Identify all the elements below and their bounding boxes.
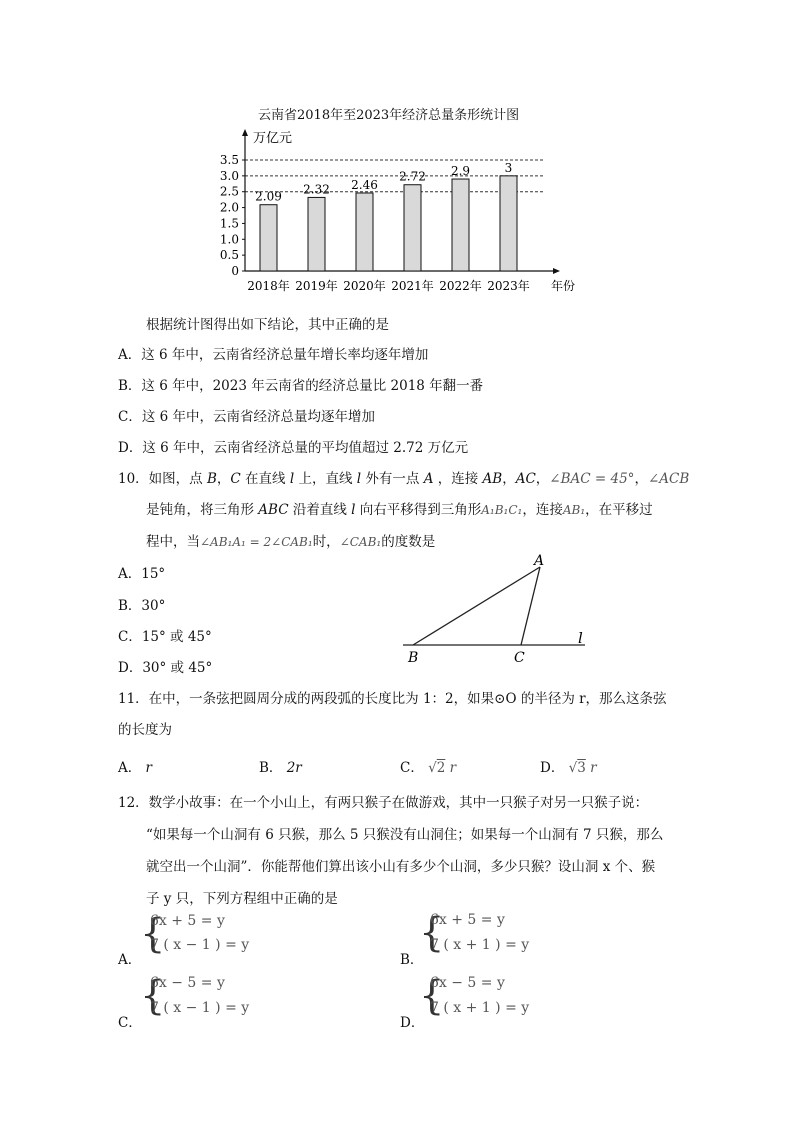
x-tick-label-0: 2018年 — [247, 279, 290, 293]
bar-value-label-2: 2.46 — [351, 177, 378, 192]
q12-option-a-label: A． — [118, 952, 142, 968]
q12-line4: 子 y 只，下列方程组中正确的是 — [146, 891, 338, 907]
q10-option-c: C．15° 或 45° — [118, 629, 212, 645]
segment-ac — [521, 567, 540, 645]
bar-value-label-4: 2.9 — [450, 164, 471, 179]
q12-option-c-brace: { — [140, 973, 166, 1019]
q12-option-d-eq1: 6x − 5 = y — [430, 975, 505, 991]
x-tick-label-2: 2020年 — [343, 279, 386, 293]
bar-3 — [404, 185, 421, 271]
q10-option-d: D．30° 或 45° — [118, 660, 213, 676]
q11-option-d: D． √3 r — [540, 760, 597, 776]
q12-option-a-brace: { — [140, 911, 166, 957]
q12-option-c-eq2: 7 ( x − 1 ) = y — [150, 1000, 250, 1016]
q12-line2: “如果每一个山洞有 6 只猴，那么 5 只猴没有山洞住；如果每一个山洞有 7 只猴，那么 — [146, 827, 664, 843]
bar-0 — [260, 205, 277, 271]
label-c: C — [514, 650, 525, 666]
x-axis-arrow — [553, 268, 560, 274]
q12-option-c-label: C． — [118, 1015, 142, 1031]
q12-option-d-eq2: 7 ( x + 1 ) = y — [430, 1000, 530, 1016]
x-tick-label-4: 2022年 — [439, 279, 482, 293]
bar-value-label-5: 3 — [504, 160, 513, 175]
q11-option-c: C． √2 r — [400, 760, 457, 776]
q12-option-b-eq1: 6x + 5 = y — [430, 912, 505, 928]
bar-1 — [308, 197, 325, 271]
q12-option-a-eq1: 6x + 5 = y — [150, 913, 225, 929]
q11-line2: 的长度为 — [118, 722, 172, 738]
y-tick-label-0: 0 — [231, 264, 239, 278]
x-axis-label: 年份 — [550, 279, 576, 293]
q11-line1: 11．在中，一条弦把圆周分成的两段弧的长度比为 1：2，如果⊙O 的半径为 r，那么这条弦 — [118, 691, 667, 707]
q12-option-d-brace: { — [419, 973, 445, 1019]
bar-value-label-1: 2.32 — [303, 182, 330, 197]
bar-5 — [500, 176, 517, 271]
bar-value-label-0: 2.09 — [255, 189, 282, 204]
y-tick-label-3: 1.5 — [219, 216, 239, 231]
bar-value-label-3: 2.72 — [399, 169, 426, 184]
q12-option-d-label: D． — [400, 1015, 425, 1031]
label-a: A — [534, 553, 545, 569]
y-axis-arrow — [242, 129, 248, 136]
x-tick-label-3: 2021年 — [391, 279, 434, 293]
y-tick-label-4: 2.0 — [219, 200, 239, 215]
q12-option-b-label: B． — [400, 952, 424, 968]
y-axis-label: 万亿元 — [253, 131, 293, 146]
label-b: B — [408, 650, 419, 666]
label-l: l — [578, 629, 583, 647]
bar-2 — [356, 193, 373, 271]
q12-option-b-brace: { — [419, 910, 445, 956]
q11-option-b: B． 2r — [259, 760, 302, 776]
q10-option-b: B．30° — [118, 598, 166, 614]
q12-line1: 12．数学小故事：在一个小山上，有两只猴子在做游戏，其中一只猴子对另一只猴子说： — [118, 795, 649, 811]
y-tick-label-6: 3.0 — [219, 168, 239, 183]
bar-chart — [215, 122, 585, 300]
q9-option-d: D．这 6 年中，云南省经济总量的平均值超过 2.72 万亿元 — [118, 440, 469, 456]
bar-4 — [452, 179, 469, 271]
q10-option-a: A．15° — [118, 566, 166, 582]
q11-option-a: A． r — [118, 760, 153, 776]
q12-option-b-eq2: 7 ( x + 1 ) = y — [430, 937, 530, 953]
q10-line2: 是钝角，将三角形 ABC 沿着直线 l 向右平移得到三角形A₁B₁C₁，连接AB₁，在平移过 — [146, 502, 653, 518]
q9-option-a: A．这 6 年中，云南省经济总量年增长率均逐年增加 — [118, 347, 429, 363]
chart-title: 云南省2018年至2023年经济总量条形统计图 — [258, 108, 520, 123]
q9-option-b: B．这 6 年中，2023 年云南省的经济总量比 2018 年翻一番 — [118, 378, 484, 394]
q12-line3: 就空出一个山洞”．你能帮他们算出该小山有多少个山洞，多少只猴？设山洞 x 个、猴 — [146, 859, 656, 875]
q10-line1: 10．如图，点 B，C 在直线 l 上，直线 l 外有一点 A ，连接 AB，AC，∠BAC = 45°，∠ACB — [118, 471, 690, 487]
x-tick-label-1: 2019年 — [295, 279, 338, 293]
q9-stem: 根据统计图得出如下结论，其中正确的是 — [146, 317, 389, 333]
q12-option-c-eq1: 6x − 5 = y — [150, 975, 225, 991]
y-tick-label-5: 2.5 — [219, 184, 239, 199]
q9-option-c: C．这 6 年中，云南省经济总量均逐年增加 — [118, 409, 376, 425]
y-tick-label-1: 0.5 — [219, 248, 239, 263]
x-tick-label-5: 2023年 — [487, 279, 530, 293]
segment-ab — [413, 567, 540, 645]
triangle-figure — [395, 548, 595, 668]
q12-option-a-eq2: 7 ( x − 1 ) = y — [150, 937, 250, 953]
q10-line3: 程中，当∠AB₁A₁ = 2∠CAB₁时，∠CAB₁的度数是 — [146, 534, 436, 550]
y-tick-label-2: 1.0 — [219, 232, 239, 247]
y-tick-label-7: 3.5 — [219, 153, 239, 167]
